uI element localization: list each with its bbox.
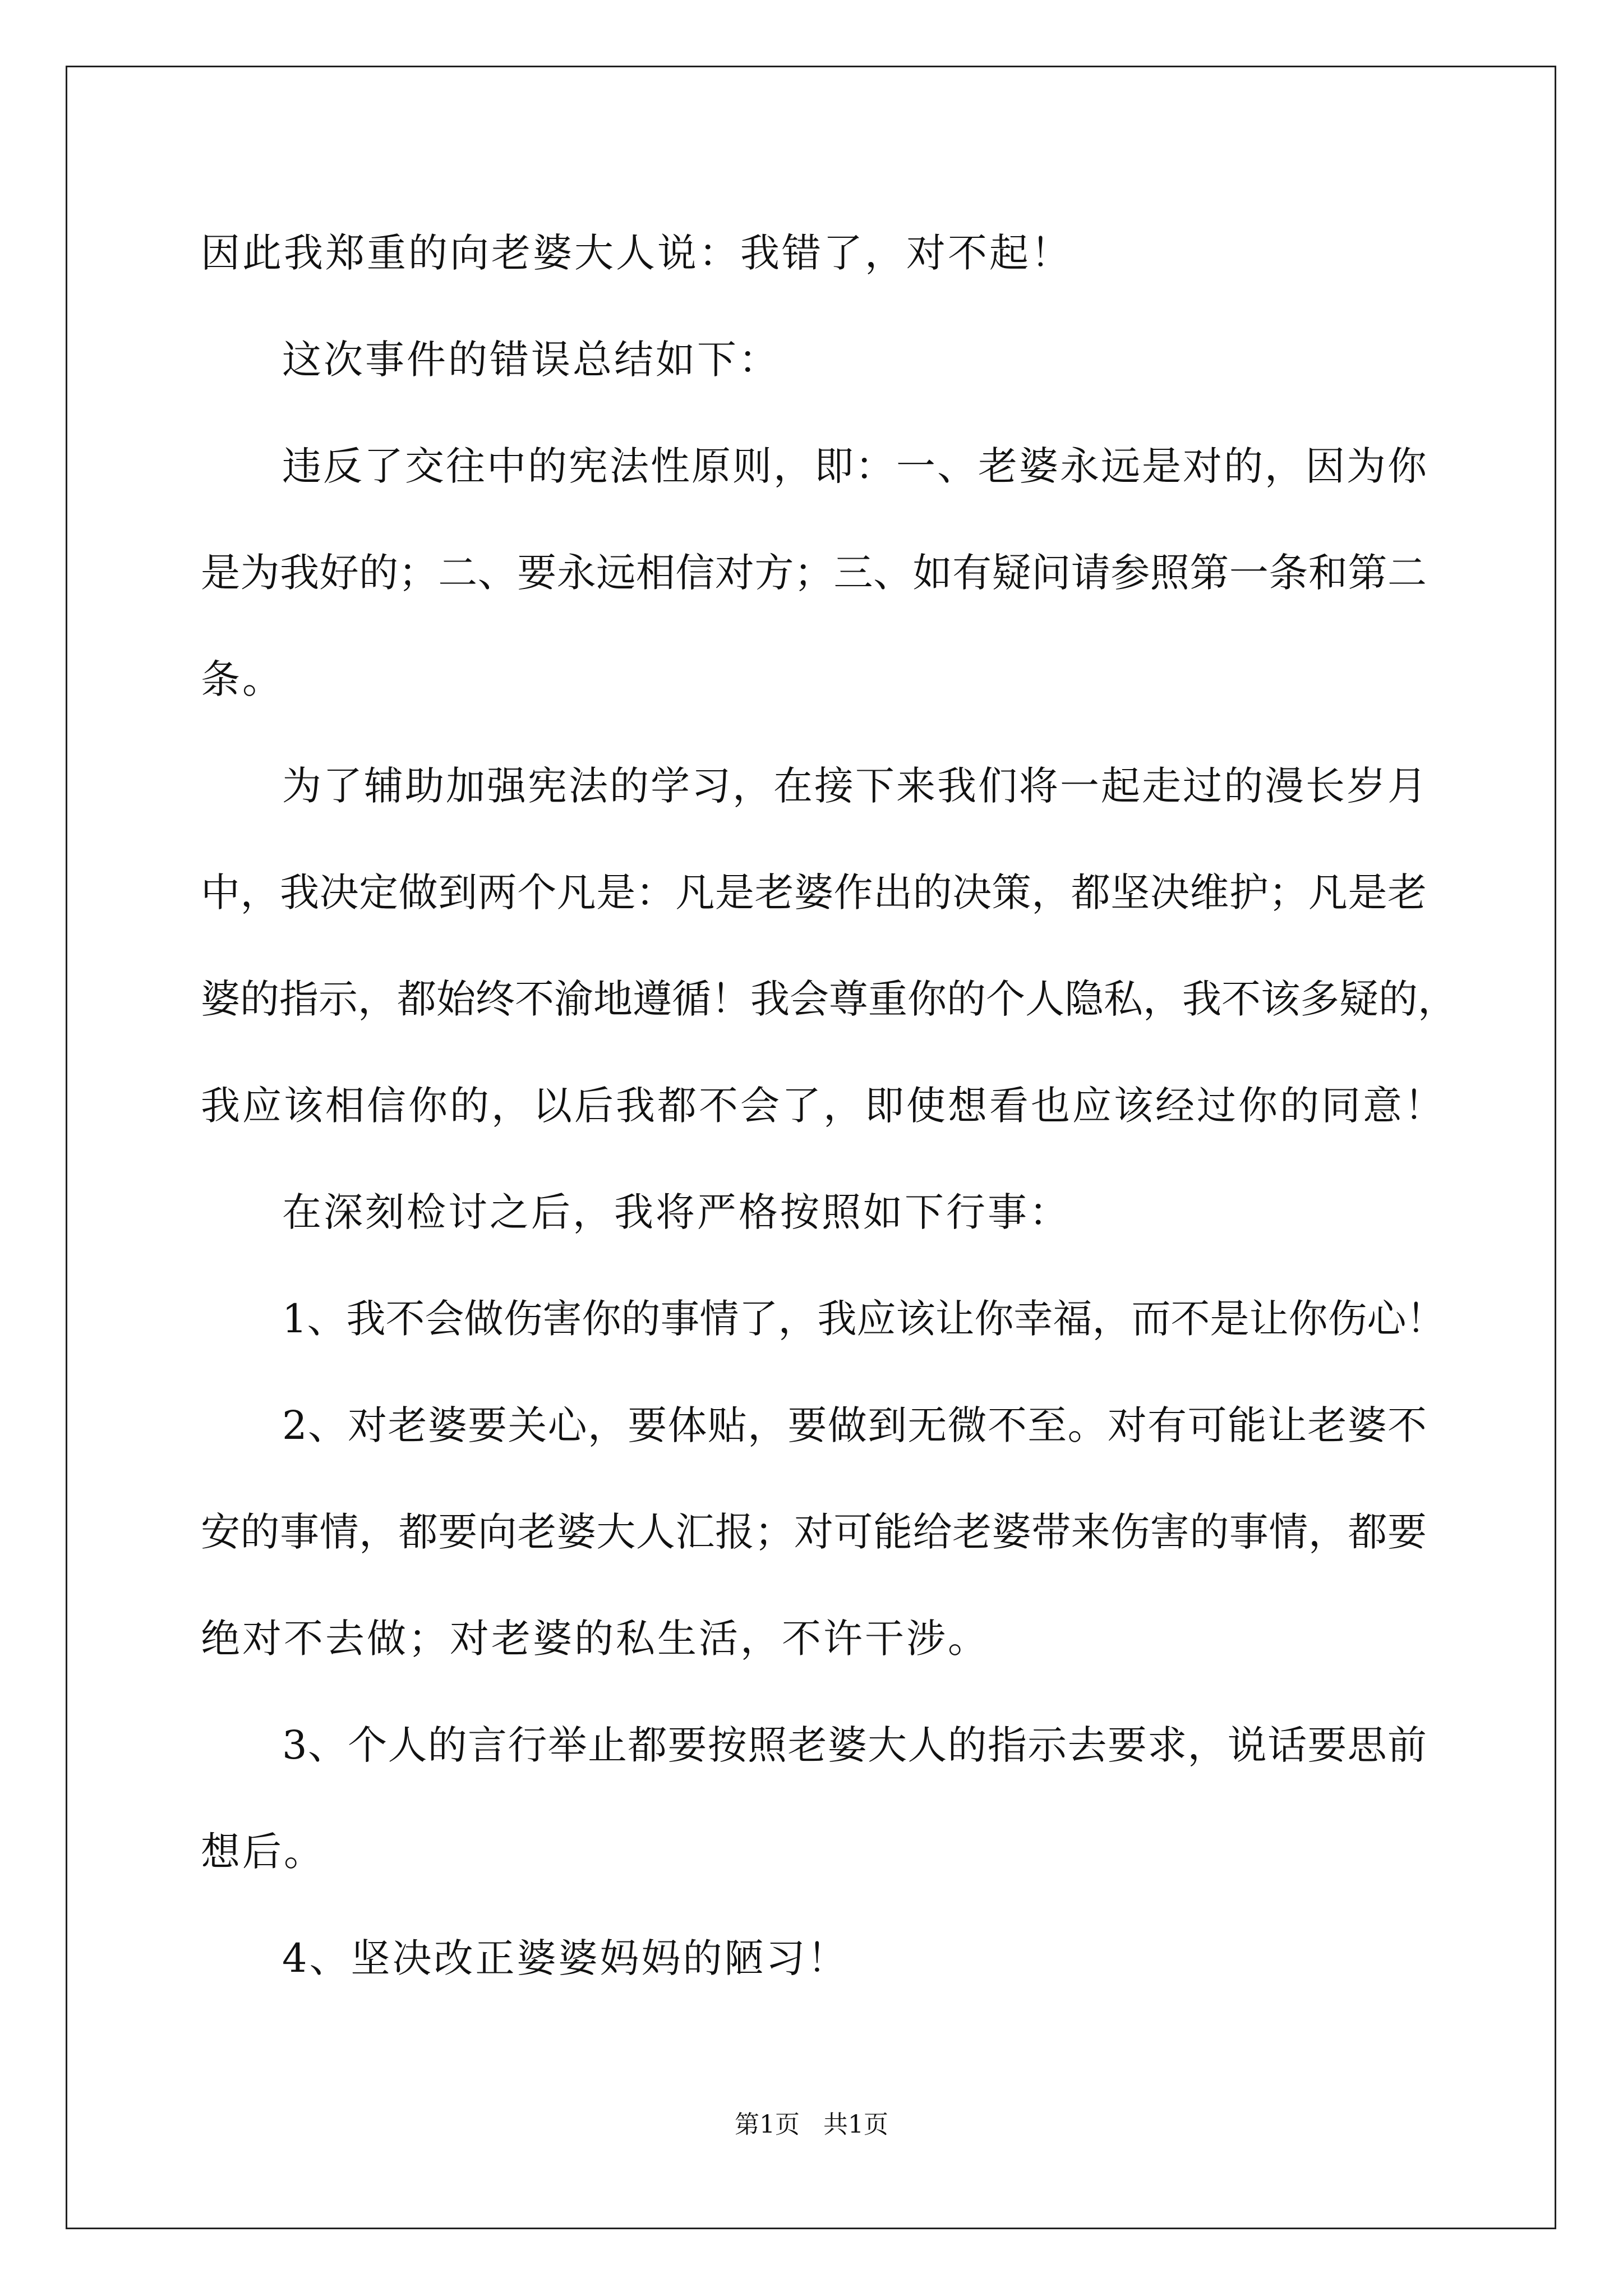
text-line: 3、个人的言行举止都要按照老婆大人的指示去要求，说话要思前: [282, 1722, 1427, 1768]
text-line: 想后。: [201, 1829, 325, 1875]
text-line: 因此我郑重的向老婆大人说：我错了，对不起！: [201, 230, 1072, 276]
text-line: 为了辅助加强宪法的学习，在接下来我们将一起走过的漫长岁月: [282, 763, 1427, 809]
text-line: 4、坚决改正婆婆妈妈的陋习！: [282, 1935, 849, 1981]
text-line: 是为我好的；二、要永远相信对方；三、如有疑问请参照第一条和第二: [201, 550, 1427, 596]
text-line: 中，我决定做到两个凡是：凡是老婆作出的决策，都坚决维护；凡是老: [201, 869, 1427, 915]
text-line: 在深刻检讨之后，我将严格按照如下行事：: [282, 1189, 1071, 1235]
text-line: 2、对老婆要关心，要体贴，要做到无微不至。对有可能让老婆不: [282, 1402, 1427, 1448]
page-border: [66, 66, 1556, 2229]
text-line: 婆的指示，都始终不渝地遵循！我会尊重你的个人隐私，我不该多疑的，: [201, 976, 1457, 1022]
text-line: 违反了交往中的宪法性原则，即：一、老婆永远是对的，因为你: [282, 443, 1427, 489]
text-line: 条。: [201, 656, 284, 702]
text-line: 绝对不去做；对老婆的私生活，不许干涉。: [201, 1616, 989, 1662]
text-line: 1、我不会做伤害你的事情了，我应该让你幸福，而不是让你伤心！: [282, 1296, 1446, 1342]
text-line: 这次事件的错误总结如下：: [282, 337, 780, 383]
text-line: 我应该相信你的，以后我都不会了，即使想看也应该经过你的同意！: [201, 1083, 1446, 1129]
text-line: 安的事情，都要向老婆大人汇报；对可能给老婆带来伤害的事情，都要: [201, 1509, 1427, 1555]
page-number-footer: 第1页 共1页: [735, 2110, 888, 2139]
